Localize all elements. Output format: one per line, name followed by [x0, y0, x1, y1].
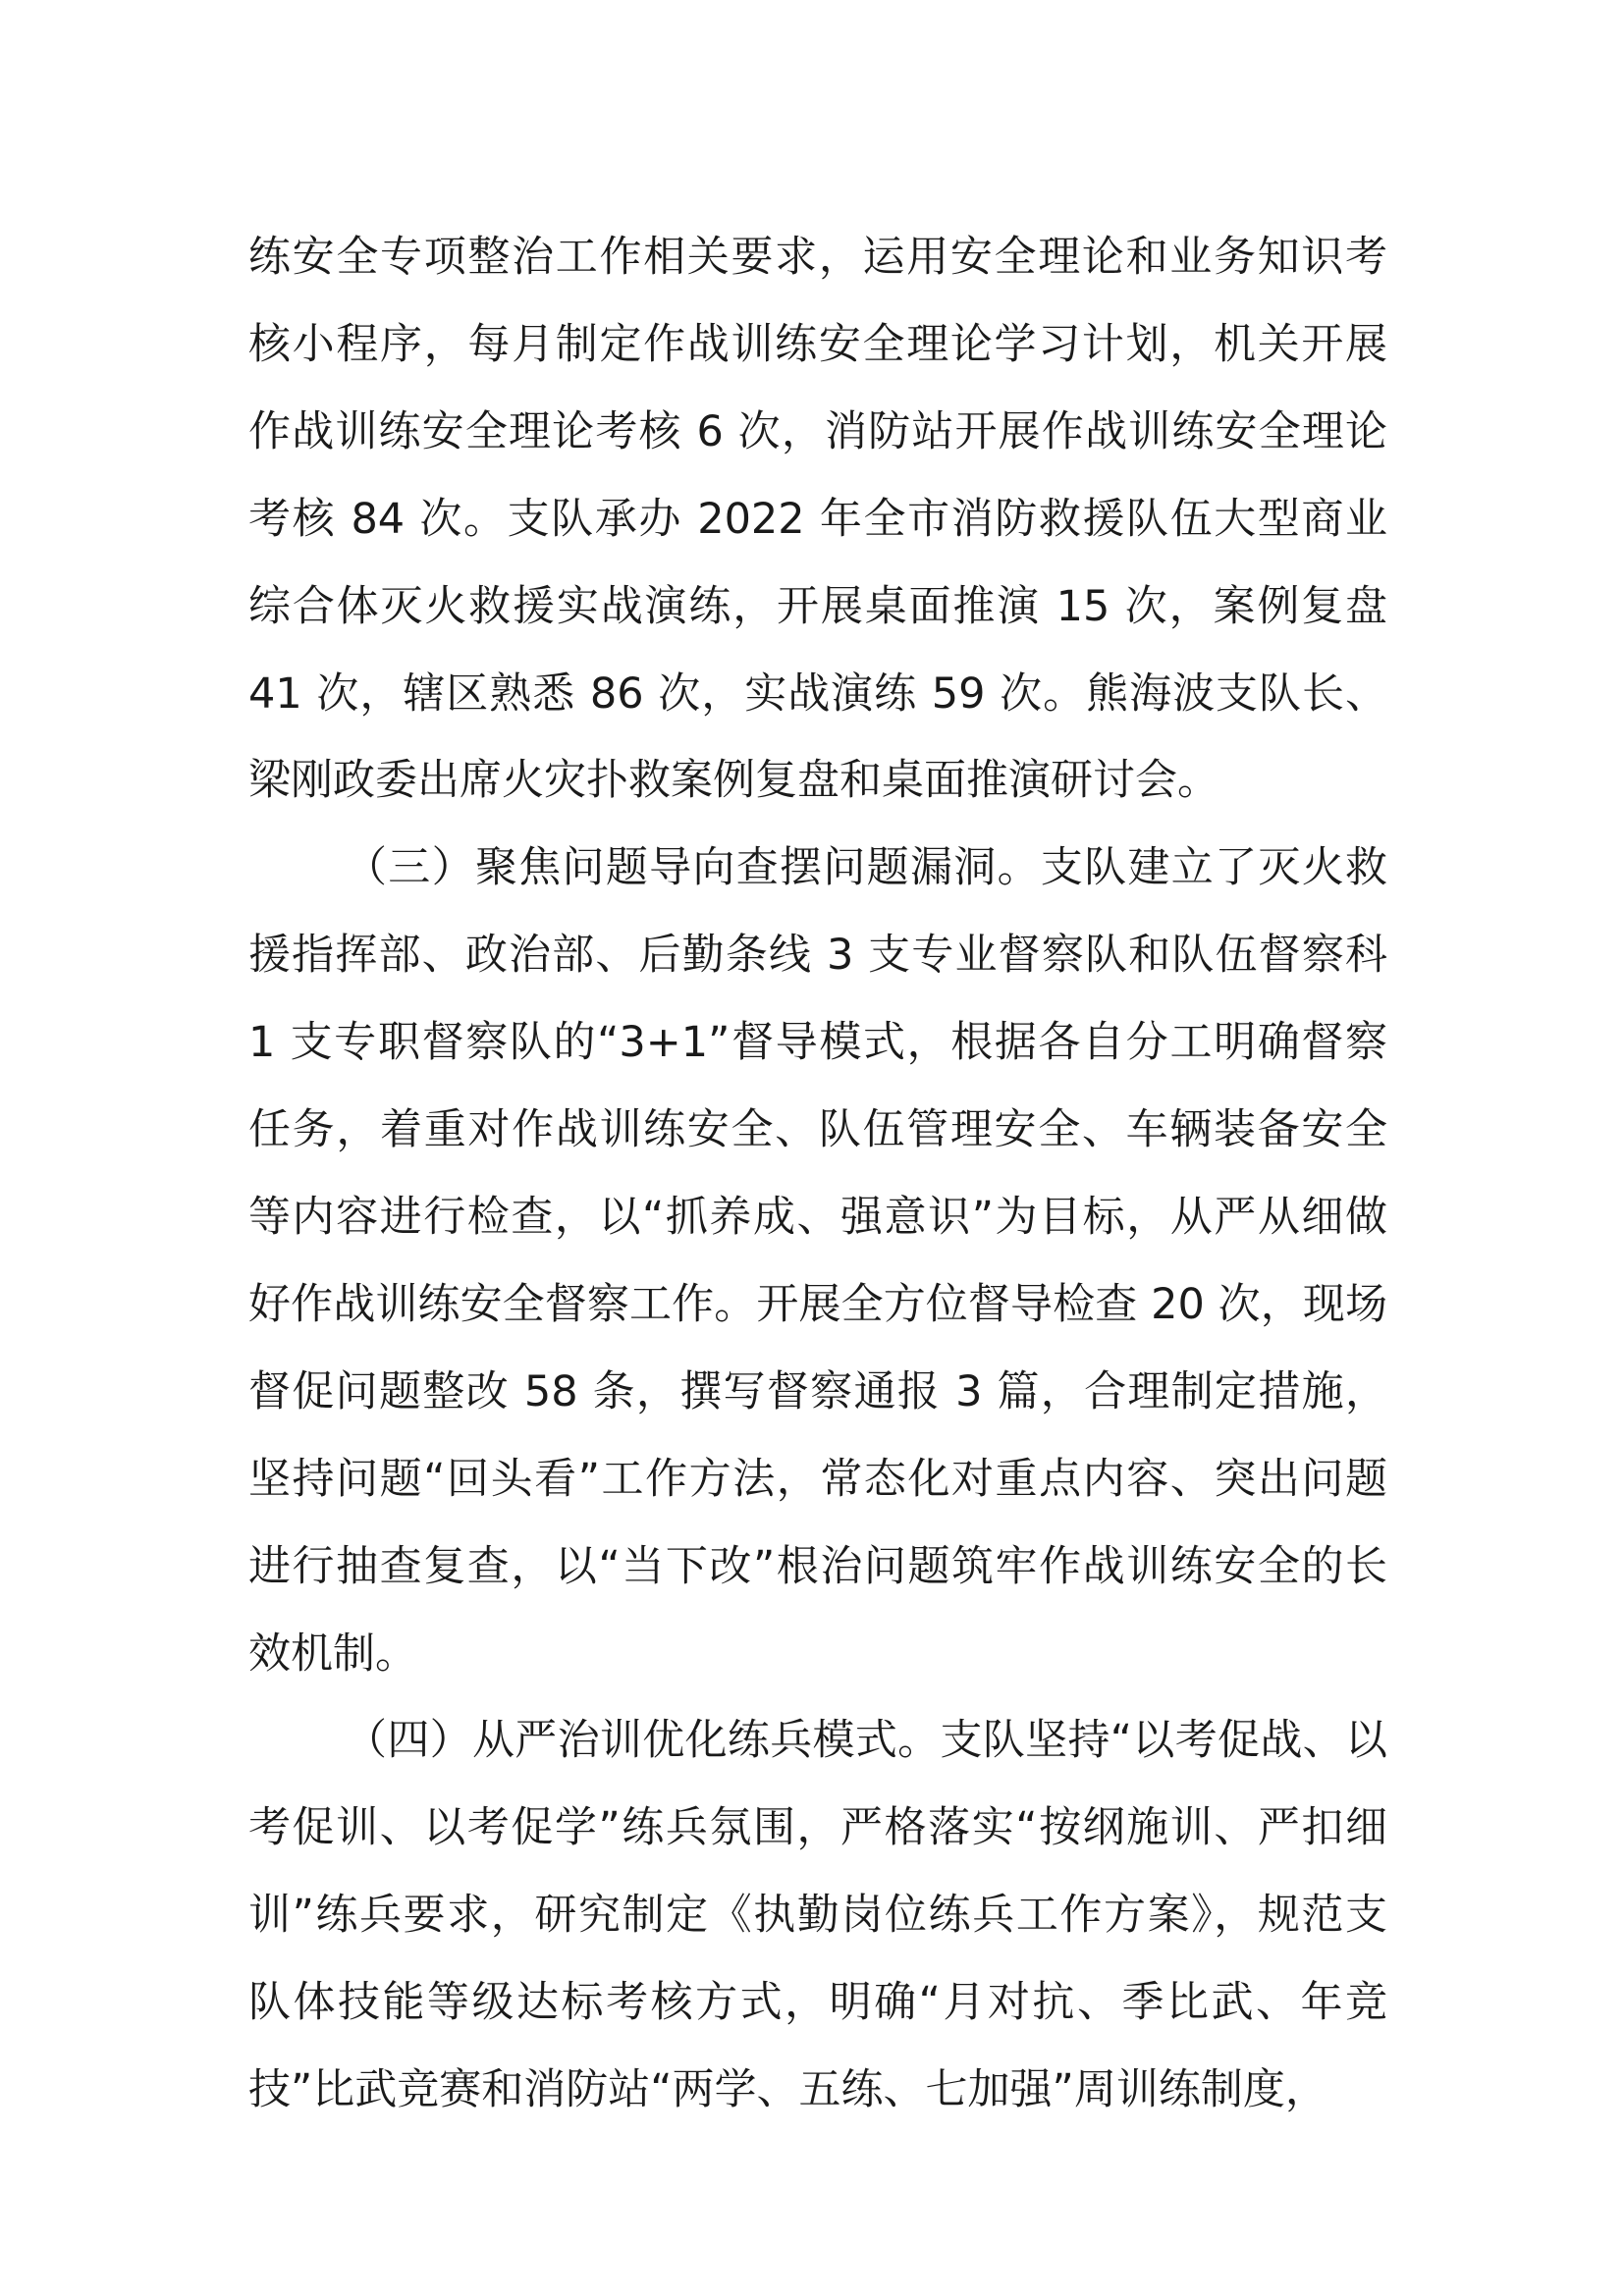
paragraph-continuation: 练安全专项整治工作相关要求，运用安全理论和业务知识考核小程序，每月制定作战训练安全理论学习计划，机关开展作战训练安全理论考核 6 次，消防站开展作战训练安全理论考核 84 次。支队承办 2022 年全市消防救援队伍大型商业综合体灭火救援实战演练，开展桌面推演 15 次，案例复盘 41 次，辖区熟悉 86 次，实战演练 59 次。熊海波支队长、梁刚政委出席火灾扑救案例复盘和桌面推演研讨会。 [248, 233, 1387, 806]
paragraph-section-4: （四）从严治训优化练兵模式。支队坚持“以考促战、以考促训、以考促学”练兵氛围，严格落实“按纲施训、严扣细训”练兵要求，研究制定《执勤岗位练兵工作方案》，规范支队体技能等级达标考核方式，明确“月对抗、季比武、年竞技”比武竞赛和消防站“两学、五练、七加强”周训练制度， [248, 1716, 1387, 2115]
document-body [248, 214, 1387, 2134]
paragraph-section-3: （三）聚焦问题导向查摆问题漏洞。支队建立了灭火救援指挥部、政治部、后勤条线 3 支专业督察队和队伍督察科 1 支专职督察队的“3+1”督导模式，根据各自分工明确督察任务，着重对作战训练安全、队伍管理安全、车辆装备安全等内容进行检查，以“抓养成、强意识”为目标，从严从细做好作战训练安全督察工作。开展全方位督导检查 20 次，现场督促问题整改 58 条，撰写督察通报 3 篇，合理制定措施，坚持问题“回头看”工作方法，常态化对重点内容、突出问题进行抽查复查，以“当下改”根治问题筑牢作战训练安全的长效机制。 [248, 843, 1387, 1679]
